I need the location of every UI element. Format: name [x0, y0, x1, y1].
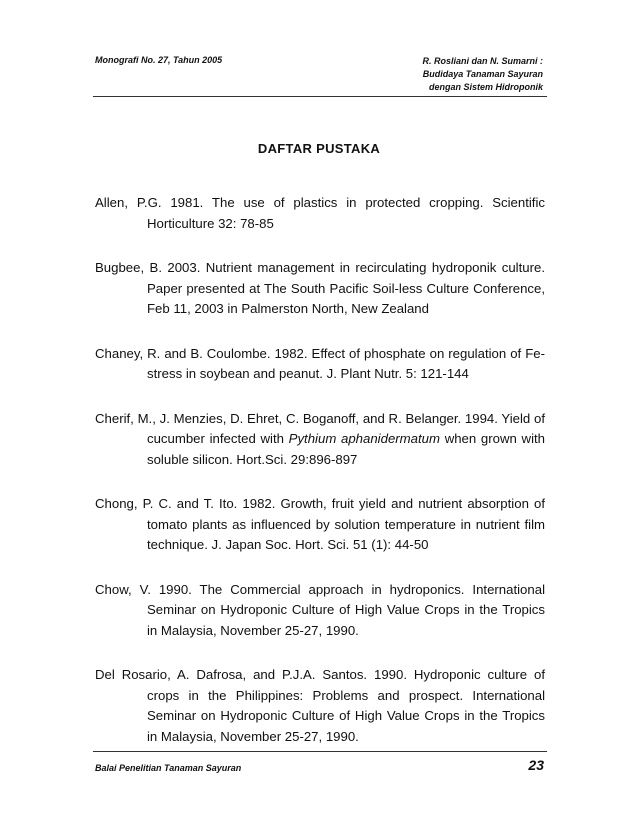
reference-text: Del Rosario, A. Dafrosa, and P.J.A. Santos. 1990. Hydroponic culture of crops in the Philippines: Problems and prospect. International Seminar on Hydroponic Culture of High Value Crops in the Tropics in Malaysia, November 25-27, 1990. — [95, 667, 545, 744]
running-header-left: Monografi No. 27, Tahun 2005 — [95, 55, 223, 65]
reference-text: Chong, P. C. and T. Ito. 1982. Growth, fruit yield and nutrient absorption of tomato plants as influenced by solution temperature in nutrient film technique. J. Japan Soc. Hort. Sci. 51 (1): 44-50 — [95, 496, 545, 552]
reference-text: Bugbee, B. 2003. Nutrient management in recirculating hydroponik culture. Paper presented at The South Pacific Soil-less Culture Conference, Feb 11, 2003 in Palmerston North, New Zealand — [95, 260, 545, 316]
page-number: 23 — [528, 757, 544, 773]
reference-entry — [95, 409, 545, 471]
reference-list — [95, 193, 545, 771]
running-footer-left: Balai Penelitian Tanaman Sayuran — [95, 763, 242, 773]
reference-text: Cherif, M., J. Menzies, D. Ehret, C. Boganoff, and R. Belanger. 1994. Yield of cucumber infected with — [95, 410, 545, 446]
reference-entry — [95, 344, 545, 385]
header-divider — [93, 96, 547, 97]
reference-entry — [95, 494, 545, 556]
running-header-right — [422, 55, 543, 94]
reference-entry — [95, 258, 545, 320]
header-right-line: Budidaya Tanaman Sayuran — [422, 69, 543, 79]
reference-entry — [95, 580, 545, 642]
reference-text: Chaney, R. and B. Coulombe. 1982. Effect of phosphate on regulation of Fe-stress in soybean and peanut. J. Plant Nutr. 5: 121-144 — [95, 345, 545, 381]
reference-text: Chow, V. 1990. The Commercial approach in hydroponics. International Seminar on Hydroponic Culture of High Value Crops in the Tropics in Malaysia, November 25-27, 1990. — [95, 581, 545, 638]
reference-entry — [95, 665, 545, 747]
reference-italic-text: Pythium aphanidermatum — [288, 431, 440, 446]
reference-text: Allen, P.G. 1981. The use of plastics in protected cropping. Scientific Horticulture 32: 78-85 — [95, 195, 545, 231]
page-title: DAFTAR PUSTAKA — [257, 141, 381, 156]
header-right-line: dengan Sistem Hidroponik — [428, 82, 543, 92]
reference-text-after: when grown with soluble silicon. Hort.Sci. 29:896-897 — [147, 431, 545, 467]
reference-entry — [95, 193, 545, 234]
header-right-line: R. Rosliani dan N. Sumarni : — [422, 56, 543, 66]
footer-divider — [93, 751, 547, 752]
